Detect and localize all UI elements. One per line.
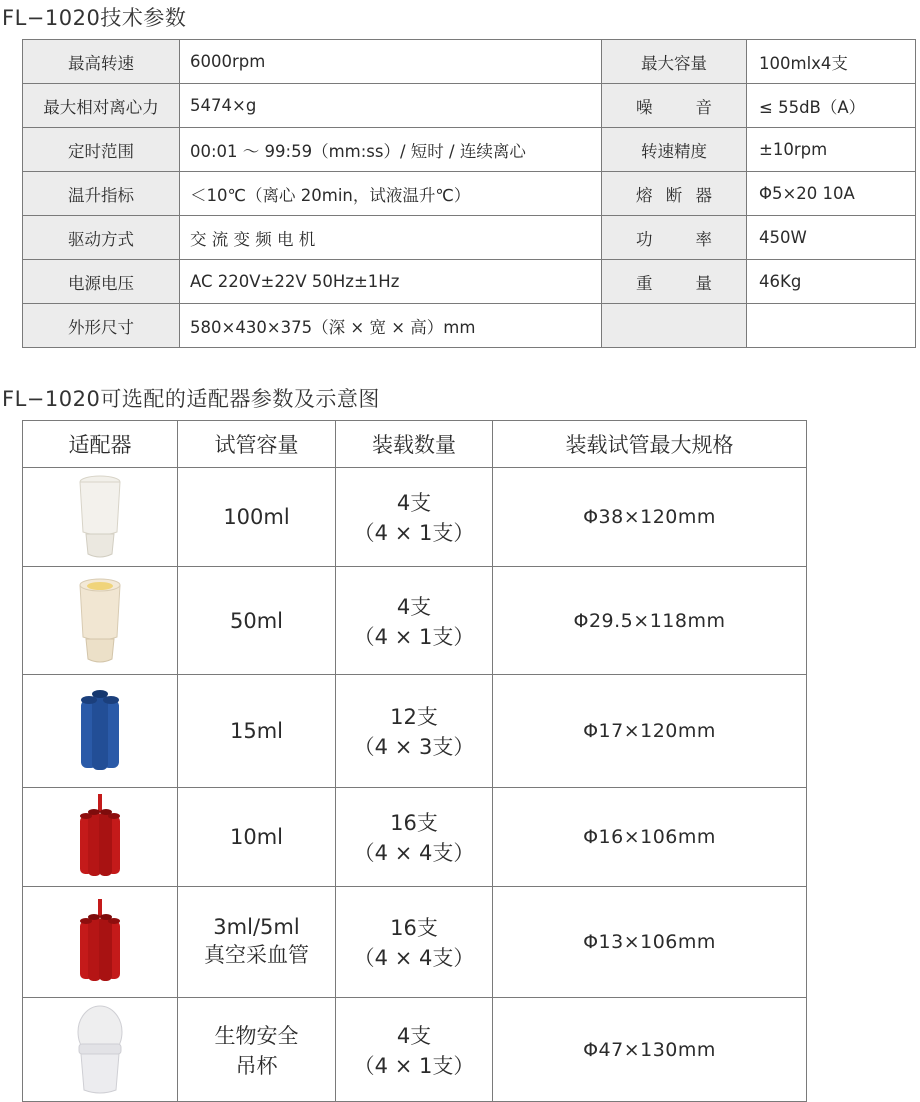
spec-label bbox=[602, 128, 747, 172]
spec-label bbox=[23, 84, 180, 128]
spec-value bbox=[747, 216, 916, 260]
spec-value bbox=[180, 172, 602, 216]
adapter-row bbox=[23, 998, 807, 1102]
adapter-quantity bbox=[336, 675, 493, 788]
adapter-capacity bbox=[178, 998, 336, 1102]
adapter-max-spec bbox=[493, 788, 807, 887]
adapter-quantity bbox=[336, 468, 493, 567]
spec-value-text: 46Kg bbox=[759, 272, 802, 291]
adapter-image-cell bbox=[23, 567, 178, 675]
spec-value bbox=[747, 128, 916, 172]
blue-3-tube-adapter-icon bbox=[23, 688, 177, 774]
adapter-title: FL−1020可选配的适配器参数及示意图 bbox=[2, 387, 380, 411]
capacity-text: 100ml bbox=[223, 505, 290, 529]
red-4-tube-adapter-icon bbox=[23, 899, 177, 985]
red-4-tube-adapter-icon bbox=[23, 794, 177, 880]
adapter-image-cell bbox=[23, 468, 178, 567]
quantity-text: 4支 bbox=[396, 594, 432, 619]
spec-value bbox=[180, 260, 602, 304]
header-quantity: 装载数量 bbox=[336, 421, 493, 468]
header-adapter: 适配器 bbox=[23, 421, 178, 468]
spec-label bbox=[602, 40, 747, 84]
adapter-capacity bbox=[178, 788, 336, 887]
adapter-max-spec bbox=[493, 468, 807, 567]
adapter-header-row bbox=[23, 421, 807, 468]
spec-value-text: 6000rpm bbox=[190, 52, 266, 71]
spec-label bbox=[23, 128, 180, 172]
spec-value bbox=[180, 84, 602, 128]
quantity-detail: （4 × 1支） bbox=[353, 1053, 475, 1078]
spec-row bbox=[23, 172, 916, 216]
adapter-image-cell bbox=[23, 675, 178, 788]
biosafety-bucket-icon bbox=[23, 1004, 177, 1096]
adapter-row bbox=[23, 468, 807, 567]
adapter-quantity bbox=[336, 567, 493, 675]
max-spec-text: Φ13×106mm bbox=[583, 931, 716, 953]
spec-value-text: 00:01 ～ 99:59（mm:ss）/ 短时 / 连续离心 bbox=[190, 141, 526, 161]
spec-value-text: ±10rpm bbox=[759, 140, 828, 159]
spec-table bbox=[22, 39, 916, 348]
spec-value bbox=[180, 304, 602, 348]
max-spec-text: Φ17×120mm bbox=[583, 720, 716, 742]
cream-cup-adapter-icon bbox=[23, 577, 177, 665]
adapter-max-spec bbox=[493, 887, 807, 998]
adapter-row bbox=[23, 887, 807, 998]
header-max-spec: 装载试管最大规格 bbox=[493, 421, 807, 468]
spec-value bbox=[747, 84, 916, 128]
spec-row bbox=[23, 260, 916, 304]
quantity-text: 16支 bbox=[390, 916, 438, 940]
spec-label-text: 定时范围 bbox=[68, 141, 134, 161]
spec-label-text: 噪 音 bbox=[636, 97, 712, 117]
capacity-text-line2: 吊杯 bbox=[235, 1053, 278, 1078]
spec-row bbox=[23, 128, 916, 172]
capacity-text: 50ml bbox=[229, 608, 283, 633]
capacity-text: 10ml bbox=[229, 825, 283, 849]
capacity-text: 生物安全 bbox=[214, 1023, 299, 1048]
spec-label-text: 外形尺寸 bbox=[68, 317, 134, 337]
adapter-image-cell bbox=[23, 998, 178, 1102]
quantity-text: 12支 bbox=[390, 705, 438, 729]
spec-label bbox=[602, 172, 747, 216]
header-capacity: 试管容量 bbox=[178, 421, 336, 468]
spec-label-text: 功 率 bbox=[636, 229, 712, 249]
spec-value-text: ＜10℃（离心 20min，试液温升℃） bbox=[190, 185, 471, 205]
spec-label bbox=[602, 84, 747, 128]
max-spec-text: Φ16×106mm bbox=[583, 826, 716, 848]
adapter-max-spec bbox=[493, 998, 807, 1102]
quantity-text: 4支 bbox=[396, 491, 432, 515]
spec-label bbox=[602, 304, 747, 348]
spec-value-text: 交 流 变 频 电 机 bbox=[190, 229, 316, 249]
spec-label-text: 最大容量 bbox=[641, 53, 707, 73]
spec-value bbox=[180, 40, 602, 84]
spec-row bbox=[23, 84, 916, 128]
adapter-image-cell bbox=[23, 788, 178, 887]
spec-label-text: 电源电压 bbox=[68, 273, 134, 293]
white-cup-adapter-icon bbox=[23, 474, 177, 560]
adapter-row bbox=[23, 788, 807, 887]
quantity-text: 4支 bbox=[396, 1023, 432, 1048]
spec-title: FL−1020技术参数 bbox=[2, 6, 187, 30]
adapter-row bbox=[23, 567, 807, 675]
spec-value bbox=[747, 172, 916, 216]
adapter-table bbox=[22, 420, 807, 1102]
capacity-text: 3ml/5ml bbox=[213, 915, 300, 939]
adapter-max-spec bbox=[493, 567, 807, 675]
adapter-max-spec bbox=[493, 675, 807, 788]
adapter-quantity bbox=[336, 998, 493, 1102]
spec-value-text: 580×430×375（深 × 宽 × 高）mm bbox=[190, 317, 476, 337]
spec-label bbox=[23, 304, 180, 348]
spec-value bbox=[180, 128, 602, 172]
quantity-detail: （4 × 4支） bbox=[353, 946, 475, 970]
adapter-capacity bbox=[178, 887, 336, 998]
max-spec-text: Φ38×120mm bbox=[583, 506, 716, 528]
spec-value-text: ≤ 55dB（A） bbox=[759, 97, 866, 117]
spec-value bbox=[747, 304, 916, 348]
spec-value bbox=[180, 216, 602, 260]
adapter-capacity bbox=[178, 567, 336, 675]
spec-value bbox=[747, 260, 916, 304]
spec-value-text: 5474×g bbox=[190, 96, 257, 115]
spec-label-text: 最高转速 bbox=[68, 53, 134, 73]
adapter-quantity bbox=[336, 788, 493, 887]
adapter-capacity bbox=[178, 468, 336, 567]
spec-value-text: 100mlx4支 bbox=[759, 53, 848, 73]
spec-label bbox=[23, 40, 180, 84]
capacity-text: 15ml bbox=[229, 719, 283, 743]
spec-label bbox=[23, 216, 180, 260]
max-spec-text: Φ47×130mm bbox=[583, 1038, 716, 1061]
spec-value-text: AC 220V±22V 50Hz±1Hz bbox=[190, 272, 400, 291]
spec-label bbox=[602, 216, 747, 260]
spec-row bbox=[23, 40, 916, 84]
max-spec-text: Φ29.5×118mm bbox=[573, 609, 726, 632]
spec-label-text: 转速精度 bbox=[641, 141, 707, 161]
quantity-detail: （4 × 1支） bbox=[353, 521, 475, 545]
quantity-detail: （4 × 1支） bbox=[353, 624, 475, 649]
spec-label bbox=[23, 172, 180, 216]
capacity-text-line2: 真空采血管 bbox=[204, 943, 309, 967]
spec-label-text: 温升指标 bbox=[68, 185, 134, 205]
spec-value-text: Φ5×20 10A bbox=[759, 184, 855, 203]
spec-label-text: 最大相对离心力 bbox=[43, 97, 159, 117]
quantity-detail: （4 × 3支） bbox=[353, 735, 475, 759]
spec-label bbox=[602, 260, 747, 304]
quantity-detail: （4 × 4支） bbox=[353, 841, 475, 865]
spec-label bbox=[23, 260, 180, 304]
spec-row bbox=[23, 216, 916, 260]
quantity-text: 16支 bbox=[390, 811, 438, 835]
adapter-row bbox=[23, 675, 807, 788]
spec-label-text: 熔 断 器 bbox=[636, 185, 712, 205]
spec-value-text: 450W bbox=[759, 228, 807, 247]
spec-label-text: 驱动方式 bbox=[68, 229, 134, 249]
spec-label-text: 重 量 bbox=[636, 273, 712, 293]
spec-row bbox=[23, 304, 916, 348]
adapter-image-cell bbox=[23, 887, 178, 998]
adapter-quantity bbox=[336, 887, 493, 998]
adapter-capacity bbox=[178, 675, 336, 788]
spec-value bbox=[747, 40, 916, 84]
